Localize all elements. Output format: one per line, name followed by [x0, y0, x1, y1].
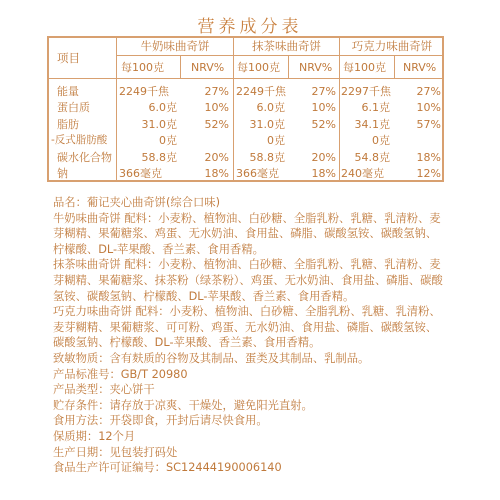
value-cell: 0克	[267, 134, 285, 147]
nutrition-table-title: 营养成分表	[197, 17, 303, 37]
ingredients-chocolate: 巧克力味曲奇饼 配料：小麦粉、植物油、白砂糖、全脂乳粉、乳糖、乳清粉、麦芽糊精、果葡糖浆、可可粉、鸡蛋、无水奶油、食用盐、磷脂、碳酸氢铵、碳酸氢钠、柠檬酸、DL-苹果酸、香兰素、食用香精。	[53, 305, 441, 350]
nrv-cell: 10%	[311, 101, 336, 114]
nrv-cell: 20%	[311, 151, 336, 164]
production-license: 食品生产许可证编号：SC12444190006140	[53, 461, 282, 475]
per-100g-label: 每100克	[121, 61, 164, 74]
row-label-carbohydrate: 碳水化合物	[57, 151, 112, 164]
column-divider	[394, 56, 395, 78]
column-header-milk: 牛奶味曲奇饼	[140, 39, 210, 53]
value-cell: 31.0克	[141, 118, 177, 131]
value-cell: 366毫克	[119, 167, 162, 180]
nrv-cell: 10%	[416, 101, 441, 114]
value-cell: 240毫克	[341, 167, 384, 180]
row-label-fat: 脂肪	[57, 118, 79, 131]
product-standard: 产品标准号：GB/T 20980	[53, 367, 188, 381]
nrv-cell: 18%	[311, 167, 336, 180]
nrv-label: NRV%	[299, 61, 333, 74]
nrv-cell: 27%	[416, 85, 441, 98]
production-date: 生产日期：见包装打码处	[53, 445, 178, 459]
ingredients-matcha: 抹茶味曲奇饼 配料：小麦粉、植物油、白砂糖、全脂乳粉、乳糖、乳清粉、麦芽糊精、果葡糖浆、抹茶粉（绿茶粉）、鸡蛋、无水奶油、食用盐、磷脂、碳酸氢铵、碳酸氢钠、柠檬酸、DL-苹果酸、香兰素、食用香精。	[53, 258, 443, 303]
per-100g-label: 每100克	[237, 61, 280, 74]
column-header-matcha: 抹茶味曲奇饼	[252, 39, 321, 53]
value-cell: 58.8克	[249, 151, 285, 164]
value-cell: 34.1克	[354, 118, 390, 131]
column-divider	[116, 38, 117, 180]
column-divider	[180, 56, 181, 78]
row-label-protein: 蛋白质	[57, 101, 90, 114]
nrv-cell: 52%	[311, 118, 336, 131]
column-header-chocolate: 巧克力味曲奇饼	[351, 39, 433, 53]
product-info	[53, 195, 445, 476]
value-cell: 6.0克	[148, 101, 177, 114]
usage-instructions: 食用方法：开袋即食，开封后请尽快食用。	[53, 414, 268, 428]
value-cell: 31.0克	[249, 118, 285, 131]
nrv-cell: 20%	[204, 151, 229, 164]
nrv-cell: 12%	[416, 167, 441, 180]
per-100g-label: 每100克	[343, 61, 386, 74]
value-cell: 6.1克	[361, 101, 390, 114]
value-cell: 2249千焦	[119, 85, 169, 98]
nrv-cell: 27%	[204, 85, 229, 98]
row-label-energy: 能量	[57, 85, 79, 98]
row-label-trans-fat: -反式脂肪酸	[51, 134, 108, 146]
item-header: 项目	[57, 51, 80, 65]
nrv-cell: 10%	[204, 101, 229, 114]
product-type: 产品类型：夹心饼干	[53, 383, 155, 397]
nutrition-table	[47, 36, 444, 182]
column-divider	[288, 56, 289, 78]
nrv-cell: 57%	[416, 118, 441, 131]
value-cell: 54.8克	[354, 151, 390, 164]
value-cell: 2297千焦	[341, 85, 391, 98]
storage-conditions: 贮存条件：请存放于凉爽、干燥处，避免阳光直射。	[53, 398, 313, 412]
value-cell: 58.8克	[141, 151, 177, 164]
column-divider	[233, 38, 234, 180]
value-cell: 366毫克	[236, 167, 279, 180]
value-cell: 2249千焦	[236, 85, 286, 98]
nrv-cell: 52%	[204, 118, 229, 131]
value-cell: 0克	[372, 134, 390, 147]
nrv-cell: 18%	[204, 167, 229, 180]
value-cell: 0克	[159, 134, 177, 147]
nrv-cell: 27%	[311, 85, 336, 98]
allergen-info: 致敏物质：含有麸质的谷物及其制品、蛋类及其制品、乳制品。	[53, 351, 370, 365]
product-name: 品名：葡记夹心曲奇饼(综合口味)	[53, 196, 220, 209]
row-label-sodium: 钠	[57, 167, 68, 180]
column-divider	[339, 38, 340, 180]
row-divider	[117, 55, 444, 56]
nrv-label: NRV%	[403, 61, 437, 74]
nrv-label: NRV%	[191, 61, 225, 74]
nrv-cell: 18%	[416, 151, 441, 164]
ingredients-milk: 牛奶味曲奇饼 配料：小麦粉、植物油、白砂糖、全脂乳粉、乳糖、乳清粉、麦芽糊精、果葡糖浆、鸡蛋、无水奶油、食用盐、磷脂、碳酸氢铵、碳酸氢钠、柠檬酸、DL-苹果酸、香兰素、食用香精。	[53, 211, 441, 256]
value-cell: 6.0克	[256, 101, 285, 114]
shelf-life: 保质期：12个月	[53, 429, 136, 443]
row-divider	[49, 78, 444, 79]
